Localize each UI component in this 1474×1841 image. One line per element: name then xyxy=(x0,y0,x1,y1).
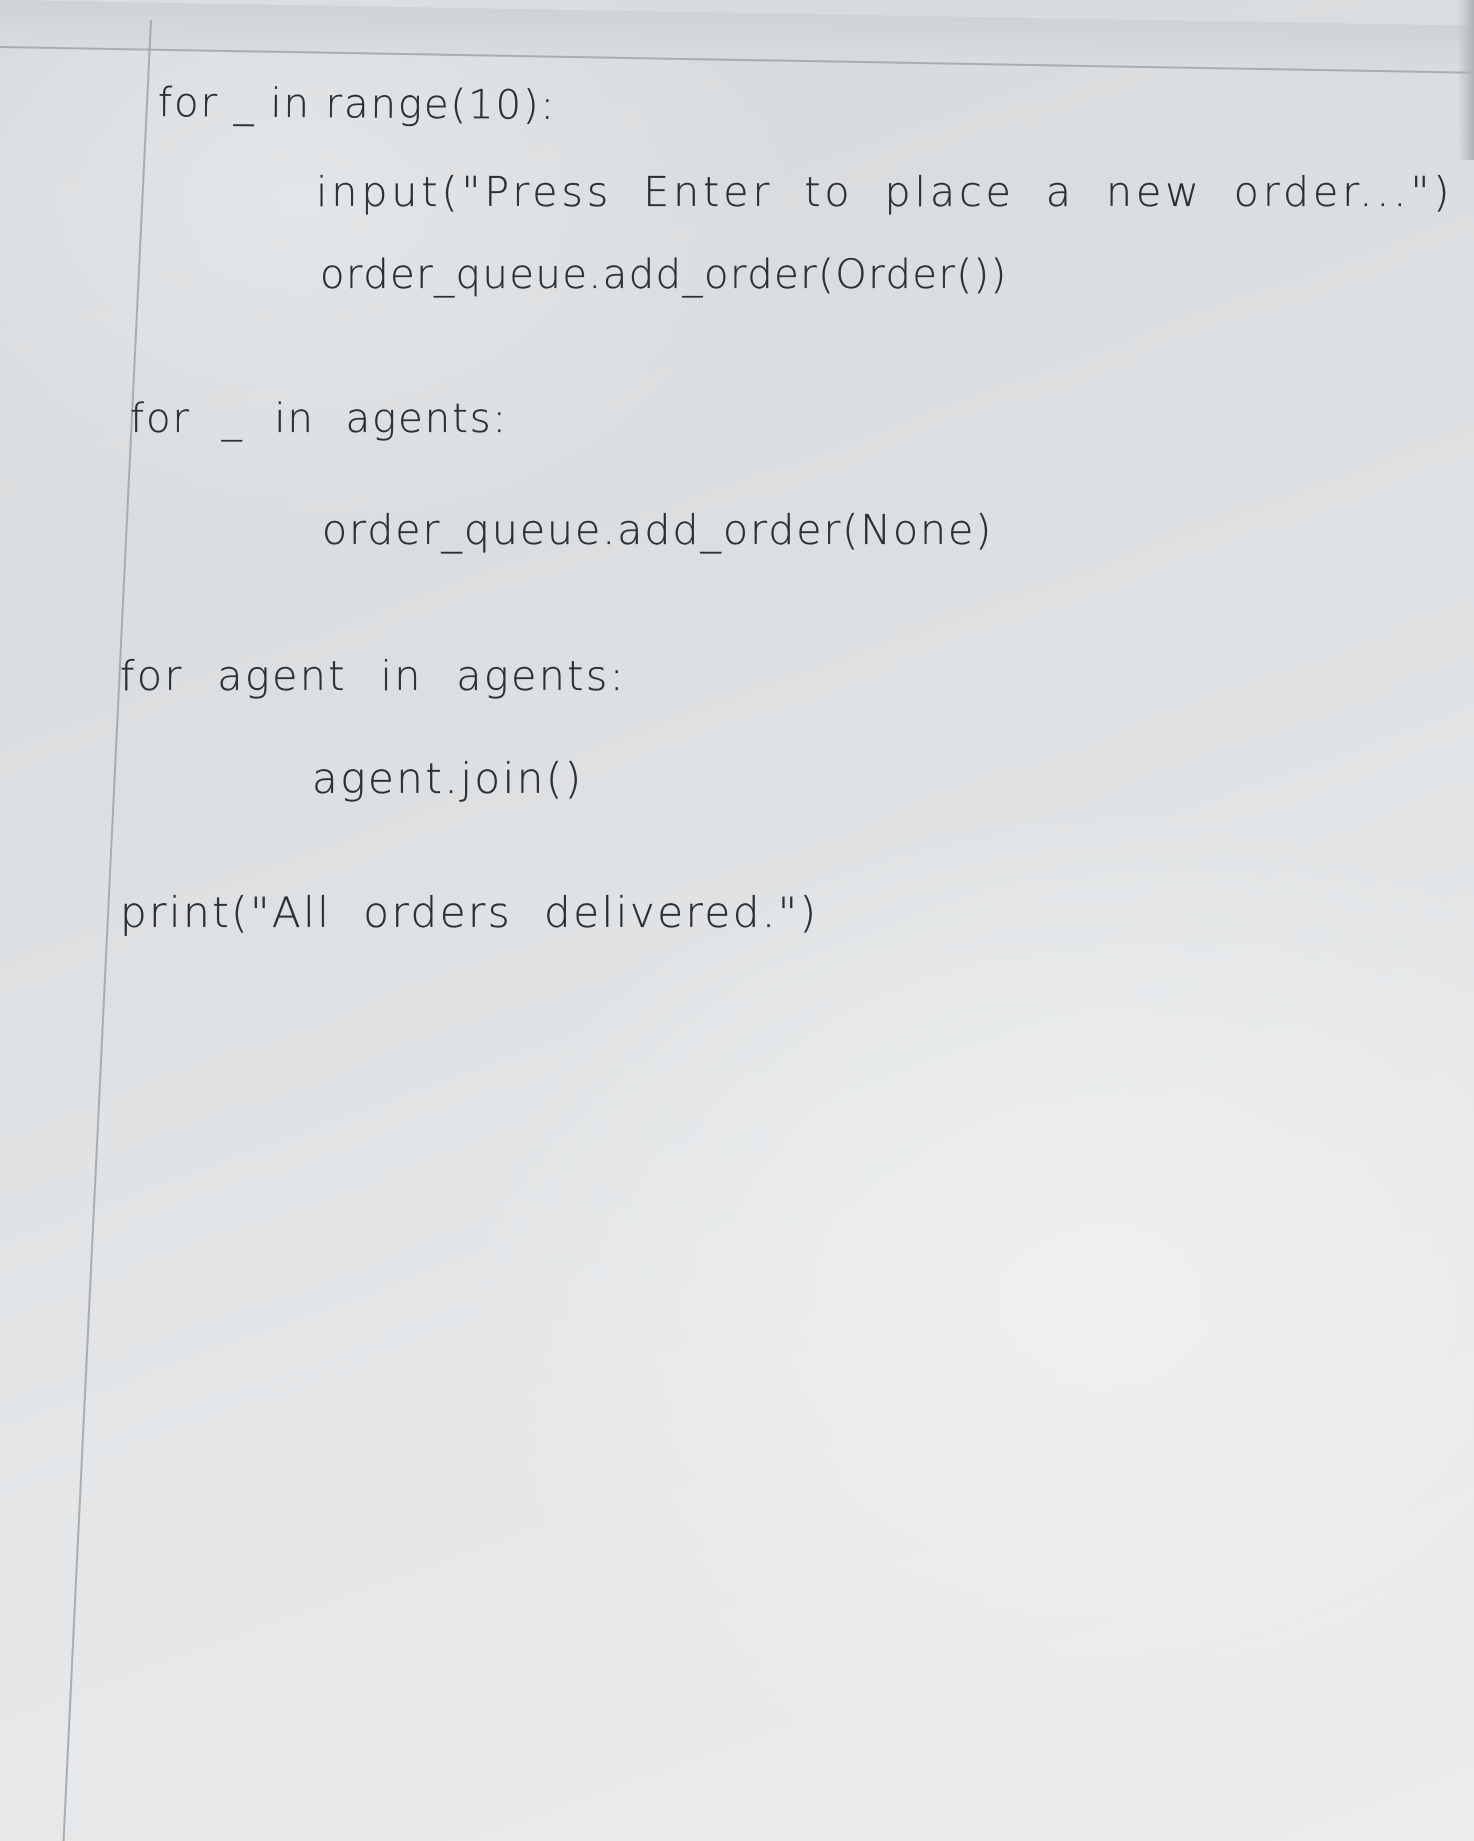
code-line-for-agents: for _ in agents: xyxy=(130,396,509,442)
code-line-join: agent.join() xyxy=(312,754,584,803)
code-line-for-agent: for agent in agents: xyxy=(120,652,627,700)
code-line-add-order: order_queue.add_order(Order()) xyxy=(320,252,1008,298)
code-line-for-range: for _ in range(10): xyxy=(157,80,557,129)
code-line-print: print("All orders delivered.") xyxy=(120,888,819,937)
paper-top-edge xyxy=(0,0,1474,74)
code-line-input: input("Press Enter to place a new order...") xyxy=(316,168,1454,216)
paper-right-edge xyxy=(1458,0,1474,160)
code-line-add-none: order_queue.add_order(None) xyxy=(322,506,994,554)
